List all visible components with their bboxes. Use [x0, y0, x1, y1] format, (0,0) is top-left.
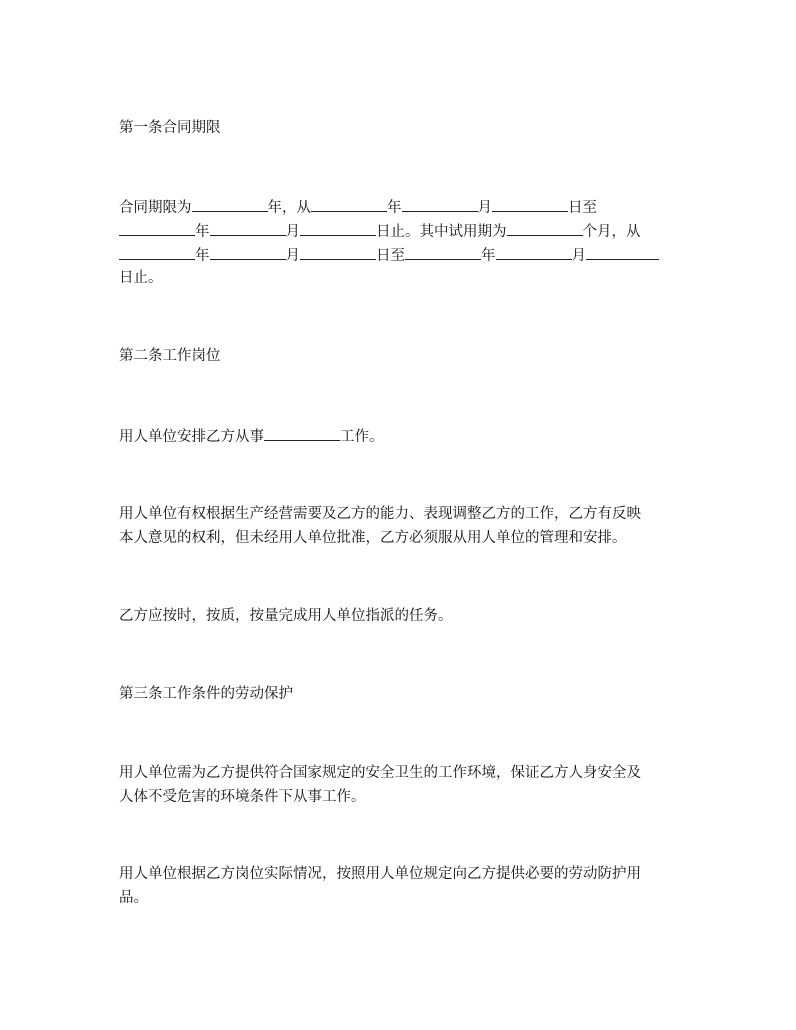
contract-term-line-2 — [119, 220, 641, 242]
article-2-heading: 第二条工作岗位 — [119, 348, 221, 364]
job-title-blank — [264, 425, 340, 441]
probation-start-day-blank — [300, 244, 376, 260]
text-fragment: 年 — [387, 200, 402, 216]
work-environment-line-1: 用人单位需为乙方提供符合国家规定的安全卫生的工作环境，保证乙方人身安全及 — [119, 765, 641, 781]
task-completion-line: 乙方应按时，按质，按量完成用人单位指派的任务。 — [119, 608, 453, 624]
job-adjustment-line-2: 本人意见的权利，但未经用人单位批准，乙方必须服从用人单位的管理和安排。 — [119, 530, 627, 546]
text-fragment: 月 — [571, 248, 586, 264]
contract-term-line-1 — [119, 196, 597, 218]
probation-end-day-blank — [586, 244, 659, 260]
text-fragment: 工作。 — [340, 429, 384, 445]
article-3-heading: 第三条工作条件的劳动保护 — [119, 686, 293, 702]
job-assignment-line — [119, 425, 384, 447]
probation-months-blank — [507, 220, 583, 236]
probation-end-year-blank — [405, 244, 481, 260]
text-fragment: 月 — [285, 248, 300, 264]
start-month-blank — [402, 196, 478, 212]
probation-start-month-blank — [210, 244, 286, 260]
work-environment-line-2: 人体不受危害的环境条件下从事工作。 — [119, 789, 366, 805]
text-fragment: 个月，从 — [582, 224, 641, 240]
article-1-heading: 第一条合同期限 — [119, 120, 221, 136]
text-fragment: 年 — [481, 248, 496, 264]
end-month-blank — [210, 220, 286, 236]
text-fragment: 月 — [285, 224, 300, 240]
text-fragment: 年，从 — [267, 200, 311, 216]
start-day-blank — [492, 196, 568, 212]
text-fragment: 用人单位安排乙方从事 — [119, 429, 264, 445]
start-year-blank — [311, 196, 387, 212]
term-years-blank — [192, 196, 268, 212]
contract-term-line-4: 日止。 — [119, 270, 163, 286]
protective-equipment-line-2: 品。 — [119, 890, 148, 906]
text-fragment: 日止。其中试用期为 — [376, 224, 507, 240]
text-fragment: 日至 — [376, 248, 405, 264]
job-adjustment-line-1: 用人单位有权根据生产经营需要及乙方的能力、表现调整乙方的工作，乙方有反映 — [119, 506, 641, 522]
text-fragment: 年 — [195, 224, 210, 240]
text-fragment: 合同期限为 — [119, 200, 192, 216]
text-fragment: 月 — [477, 200, 492, 216]
probation-start-year-blank — [119, 244, 195, 260]
protective-equipment-line-1: 用人单位根据乙方岗位实际情况，按照用人单位规定向乙方提供必要的劳动防护用 — [119, 866, 641, 882]
probation-end-month-blank — [496, 244, 572, 260]
end-year-blank — [119, 220, 195, 236]
text-fragment: 日至 — [568, 200, 597, 216]
contract-term-line-3 — [119, 244, 659, 266]
end-day-blank — [300, 220, 376, 236]
text-fragment: 年 — [195, 248, 210, 264]
